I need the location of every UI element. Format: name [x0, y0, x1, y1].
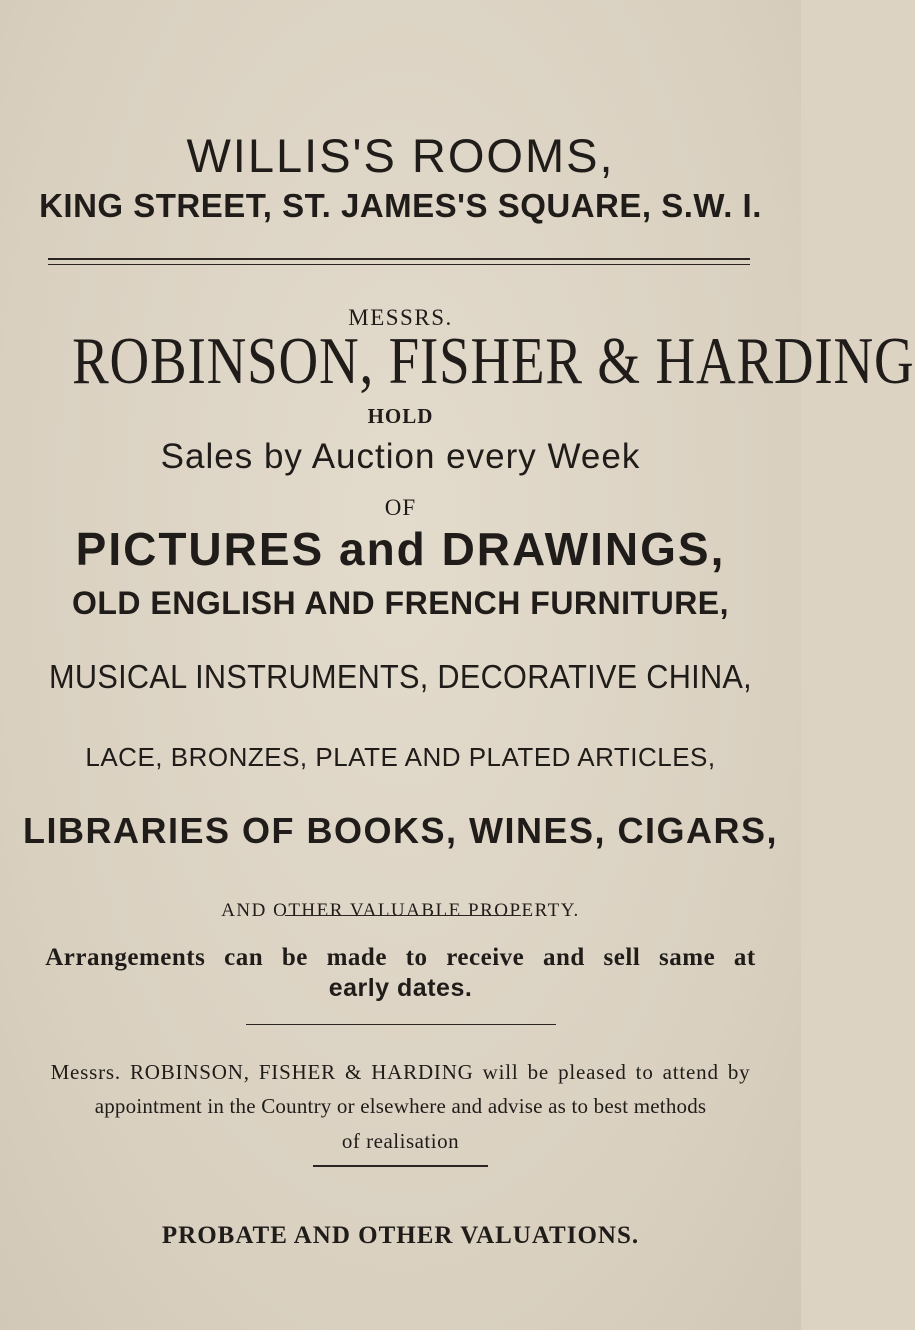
country-line-2: appointment in the Country or elsewhere and advise as to best methods [94, 1094, 707, 1118]
header-divider [48, 258, 750, 260]
arrangements-line-2: early dates. [328, 974, 473, 1002]
section-divider-3 [313, 1165, 488, 1167]
category-lace: LACE, BRONZES, PLATE AND PLATED ARTICLES, [85, 742, 716, 772]
firm-prefix: MESSRS. [348, 305, 453, 330]
sales-headline: Sales by Auction every Week [160, 437, 641, 476]
country-line-3: of realisation [341, 1129, 460, 1153]
header-divider-thin [48, 264, 750, 265]
category-instruments: MUSICAL INSTRUMENTS, DECORATIVE CHINA, [49, 658, 752, 695]
country-line-1: Messrs. ROBINSON, FISHER & HARDING will be pleased to attend by [50, 1060, 751, 1084]
sales-of: OF [384, 495, 417, 520]
firm-name: ROBINSON, FISHER & HARDING [72, 324, 915, 398]
arrangements-line-1: Arrangements can be made to receive and sell same at [45, 944, 756, 971]
sales-closing: AND OTHER VALUABLE PROPERTY. [221, 900, 580, 921]
venue-title: WILLIS'S ROOMS, [186, 129, 615, 182]
section-divider-1 [285, 915, 521, 916]
category-libraries: LIBRARIES OF BOOKS, WINES, CIGARS, [22, 810, 779, 851]
firm-verb: HOLD [367, 404, 434, 428]
footer-valuations: PROBATE AND OTHER VALUATIONS. [161, 1222, 640, 1249]
section-divider-2 [246, 1024, 556, 1025]
category-pictures: PICTURES and DRAWINGS, [75, 523, 726, 575]
venue-address: KING STREET, ST. JAMES'S SQUARE, S.W. I. [39, 187, 762, 224]
category-furniture: OLD ENGLISH AND FRENCH FURNITURE, [71, 585, 730, 621]
